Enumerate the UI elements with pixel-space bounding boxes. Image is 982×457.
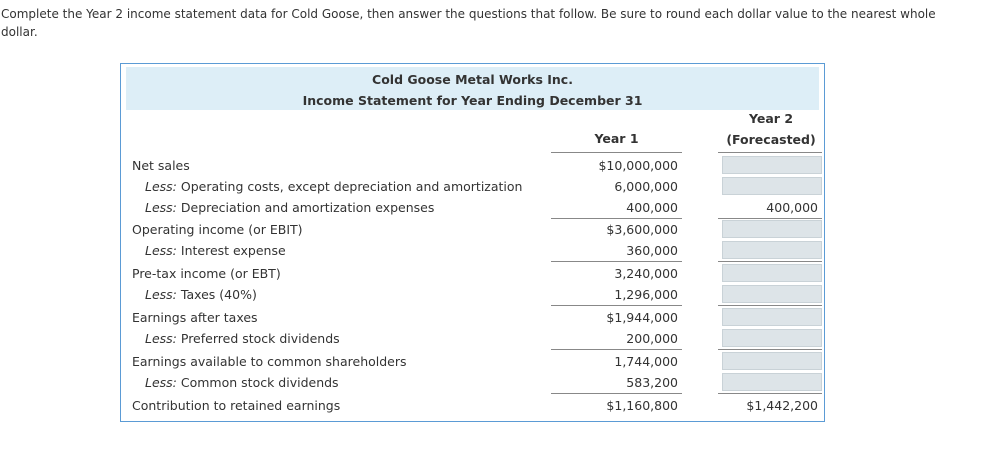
row-label — [145, 372, 339, 393]
table-row — [121, 219, 826, 240]
row-label — [145, 328, 340, 349]
year2-input[interactable] — [722, 177, 822, 195]
table-row — [121, 240, 826, 261]
table-row — [121, 307, 826, 328]
subtotal-rule — [551, 305, 682, 306]
income-statement-table — [120, 63, 825, 422]
row-label-text: Common stock dividends — [176, 375, 339, 390]
row-label-text: Interest expense — [176, 243, 286, 258]
column-header-year2: Year 2 — [748, 111, 794, 126]
table-row — [121, 176, 826, 197]
row-label — [132, 351, 407, 372]
subtotal-rule — [718, 305, 822, 306]
row-label — [132, 395, 340, 416]
row-label-text: Earnings available to common shareholders — [132, 354, 407, 369]
less-prefix: Less: — [145, 375, 177, 390]
year2-input[interactable] — [722, 264, 822, 282]
year1-value: 3,240,000 — [614, 266, 678, 281]
row-label — [132, 263, 281, 284]
row-label-text: Contribution to retained earnings — [132, 398, 341, 413]
row-label-text: Pre-tax income (or EBT) — [132, 266, 281, 281]
year2-input[interactable] — [722, 329, 822, 347]
year1-value: 1,296,000 — [614, 287, 678, 302]
year1-value: 6,000,000 — [614, 179, 678, 194]
company-name: Cold Goose Metal Works Inc. — [372, 72, 573, 87]
column-header-year1: Year 1 — [594, 131, 639, 146]
table-row — [121, 284, 826, 305]
year1-value: 1,744,000 — [614, 354, 678, 369]
year2-input[interactable] — [722, 373, 822, 391]
year2-value: 400,000 — [766, 200, 818, 215]
year1-value: $10,000,000 — [598, 158, 678, 173]
year1-value: $1,944,000 — [606, 310, 678, 325]
subtotal-rule — [718, 393, 822, 394]
row-label-text: Taxes (40%) — [176, 287, 257, 302]
table-row — [121, 372, 826, 393]
column-header-year2-forecasted: (Forecasted) — [726, 132, 816, 147]
row-label — [132, 155, 190, 176]
year2-input[interactable] — [722, 241, 822, 259]
table-row — [121, 328, 826, 349]
year2-input[interactable] — [722, 220, 822, 238]
row-label-text: Operating costs, except depreciation and amortization — [176, 179, 523, 194]
less-prefix: Less: — [145, 331, 177, 346]
statement-title: Income Statement for Year Ending December 31 — [302, 93, 643, 108]
year2-input[interactable] — [722, 156, 822, 174]
row-label — [145, 284, 257, 305]
year1-value: 360,000 — [626, 243, 678, 258]
row-label — [132, 219, 303, 240]
year2-value: $1,442,200 — [746, 398, 818, 413]
subtotal-rule — [718, 349, 822, 350]
subtotal-rule — [551, 393, 682, 394]
less-prefix: Less: — [145, 243, 177, 258]
table-row — [121, 263, 826, 284]
year2-input[interactable] — [722, 352, 822, 370]
row-label — [145, 176, 522, 197]
year1-header-rule — [551, 152, 682, 153]
row-label-text: Earnings after taxes — [132, 310, 258, 325]
row-label-text: Operating income (or EBIT) — [132, 222, 303, 237]
year2-input[interactable] — [722, 285, 822, 303]
year2-input[interactable] — [722, 308, 822, 326]
subtotal-rule — [551, 349, 682, 350]
year1-value: $1,160,800 — [606, 398, 678, 413]
row-label-text: Preferred stock dividends — [176, 331, 340, 346]
instructions-text: Complete the Year 2 income statement data for Cold Goose, then answer the questions that follow. Be sure to round each dollar value to the nearest whole dollar. — [1, 7, 936, 39]
row-label — [145, 240, 286, 261]
row-label-text: Net sales — [132, 158, 190, 173]
year1-value: $3,600,000 — [606, 222, 678, 237]
subtotal-rule — [551, 261, 682, 262]
less-prefix: Less: — [145, 287, 177, 302]
statement-header — [126, 67, 819, 110]
table-row — [121, 351, 826, 372]
table-row — [121, 197, 826, 218]
table-row — [121, 395, 826, 416]
year1-value: 400,000 — [626, 200, 678, 215]
year1-value: 200,000 — [626, 331, 678, 346]
year2-header-rule — [718, 152, 822, 153]
row-label-text: Depreciation and amortization expenses — [176, 200, 435, 215]
less-prefix: Less: — [145, 200, 177, 215]
year1-value: 583,200 — [626, 375, 678, 390]
subtotal-rule — [718, 261, 822, 262]
row-label — [132, 307, 258, 328]
row-label — [145, 197, 434, 218]
less-prefix: Less: — [145, 179, 177, 194]
table-row — [121, 155, 826, 176]
